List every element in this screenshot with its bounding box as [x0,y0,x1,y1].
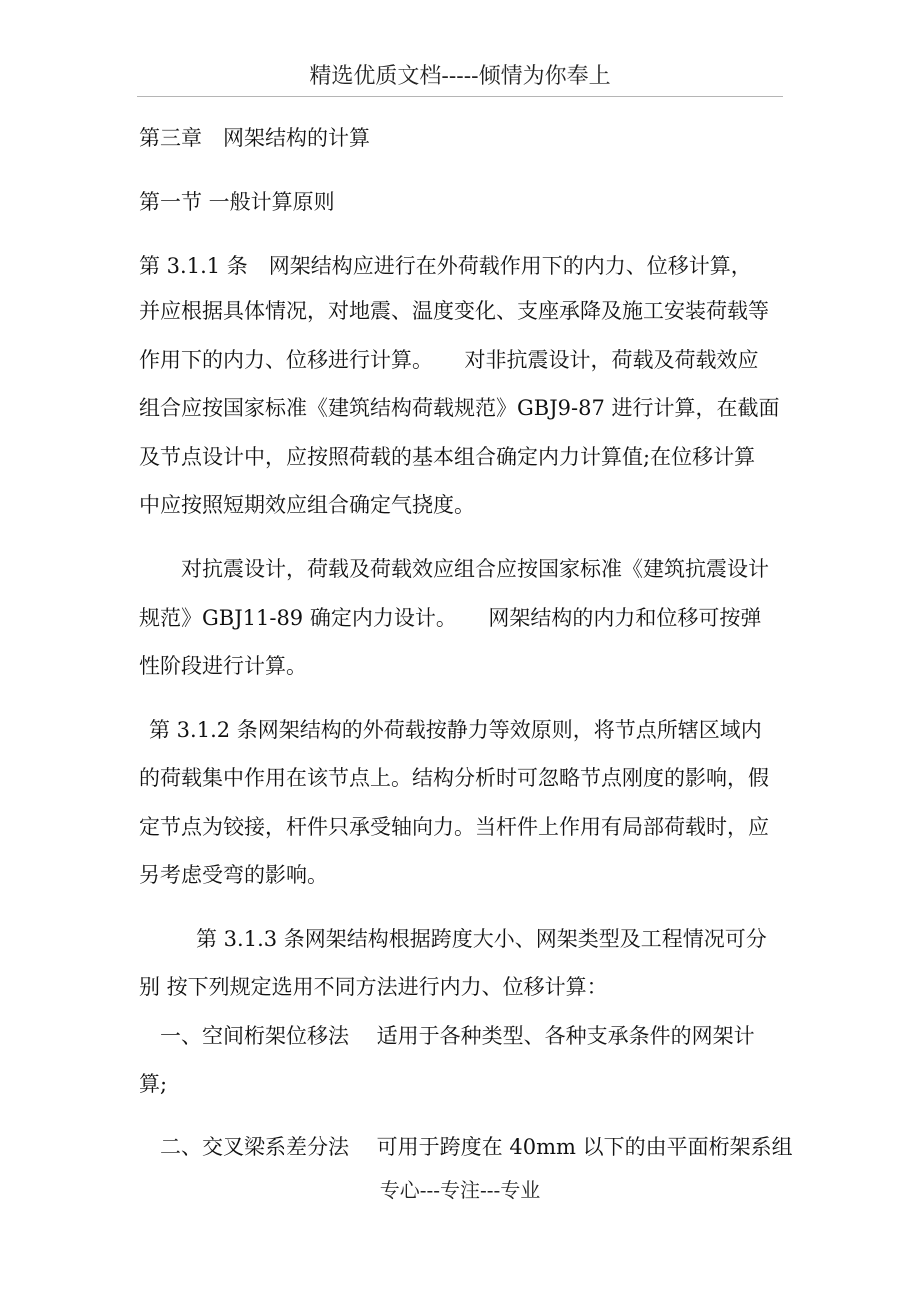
paragraph-seismic-line-2: 规范》GBJ11-89 确定内力设计。 网架结构的内力和位移可按弹 [139,606,762,630]
method-2-line-1: 二、交叉梁系差分法 可用于跨度在 40mm 以下的由平面桁架系组 [160,1135,793,1159]
paragraph-3-1-1-line-1: 第 3.1.1 条 网架结构应进行在外荷载作用下的内力、位移计算， [139,254,752,278]
page-footer: 专心---专注---专业 [379,1178,541,1202]
paragraph-3-1-3-line-1: 第 3.1.3 条网架结构根据跨度大小、网架类型及工程情况可分 [196,927,767,951]
chapter-title: 第三章 网架结构的计算 [139,126,370,150]
paragraph-3-1-3-line-2: 别 按下列规定选用不同方法进行内力、位移计算： [139,975,608,999]
paragraph-3-1-1-line-5: 及节点设计中，应按照荷载的基本组合确定内力计算值;在位移计算 [139,445,756,469]
method-1-line-2: 算; [139,1072,168,1096]
paragraph-3-1-2-line-2: 的荷载集中作用在该节点上。结构分析时可忽略节点刚度的影响，假 [139,766,769,790]
paragraph-3-1-2-line-4: 另考虑受弯的影响。 [139,863,328,887]
paragraph-3-1-1-line-3: 作用下的内力、位移进行计算。 对非抗震设计，荷载及荷载效应 [139,348,759,372]
method-1-line-1: 一、空间桁架位移法 适用于各种类型、各种支承条件的网架计 [160,1024,755,1048]
paragraph-3-1-2-line-3: 定节点为铰接，杆件只承受轴向力。当杆件上作用有局部荷载时，应 [139,815,769,839]
paragraph-3-1-2-line-1: 第 3.1.2 条网架结构的外荷载按静力等效原则，将节点所辖区域内 [149,718,762,742]
section-title: 第一节 一般计算原则 [139,190,335,214]
header-divider [137,96,783,97]
paragraph-3-1-1-line-4: 组合应按国家标准《建筑结构荷载规范》GBJ9-87 进行计算，在截面 [139,396,780,420]
paragraph-3-1-1-line-6: 中应按照短期效应组合确定气挠度。 [139,493,475,517]
paragraph-seismic-line-3: 性阶段进行计算。 [139,654,307,678]
page-header: 精选优质文档-----倾情为你奉上 [309,64,611,89]
paragraph-3-1-1-line-2: 并应根据具体情况，对地震、温度变化、支座承降及施工安装荷载等 [139,299,769,323]
paragraph-seismic-line-1: 对抗震设计，荷载及荷载效应组合应按国家标准《建筑抗震设计 [181,557,769,581]
